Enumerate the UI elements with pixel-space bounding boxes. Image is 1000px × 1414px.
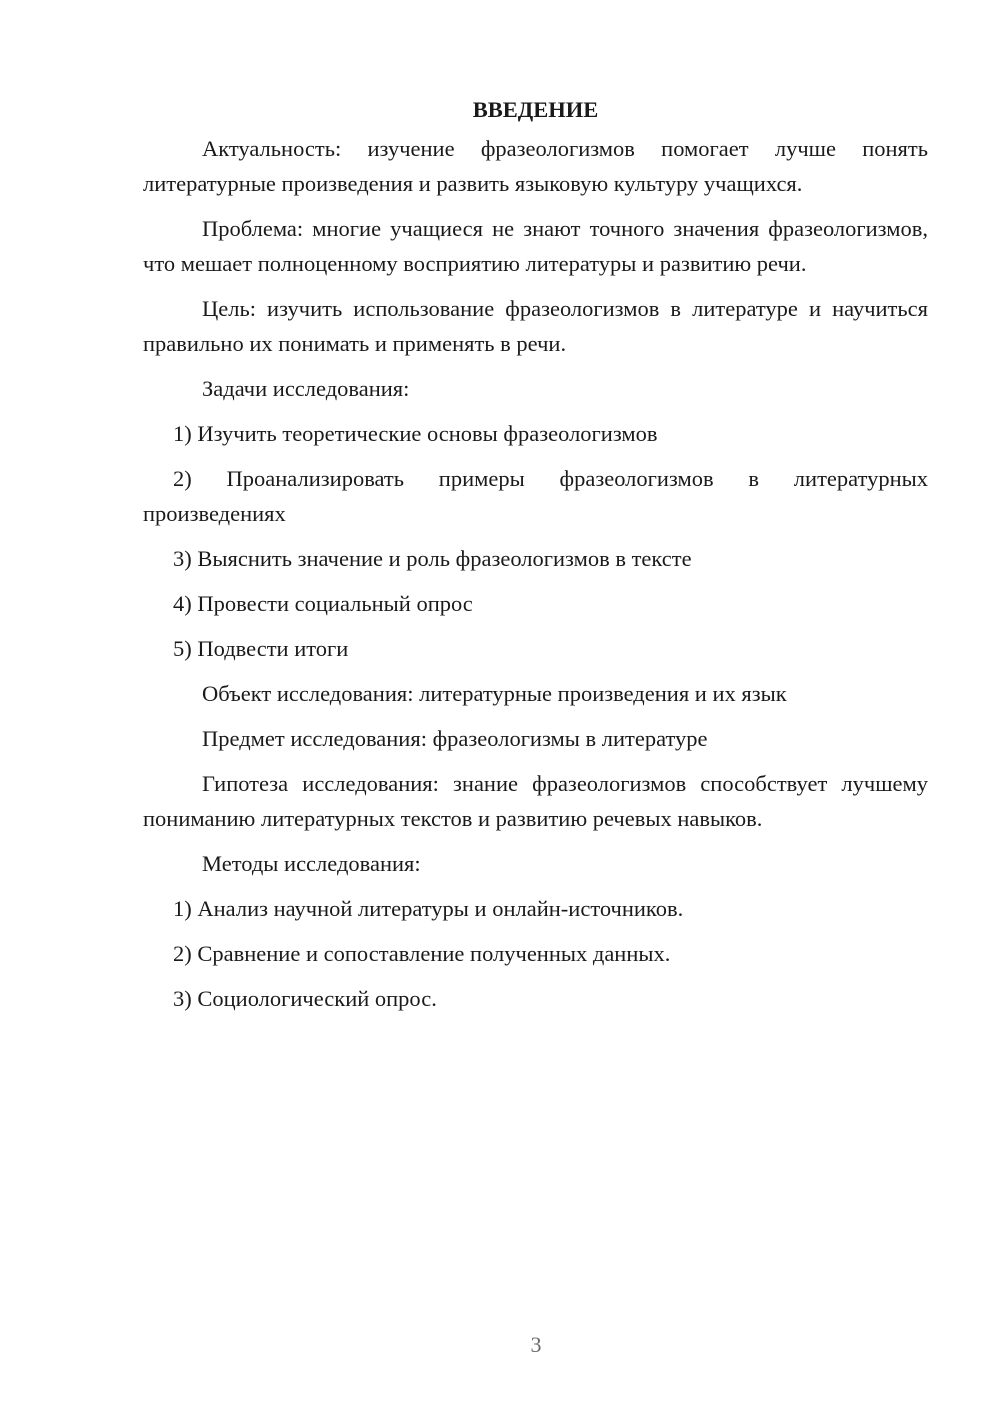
- relevance-paragraph: Актуальность: изучение фразеологизмов помогает лучше понять литературные произведения и развить языковую культуру учащихся.: [143, 136, 928, 196]
- methods-heading: Методы исследования:: [202, 851, 421, 876]
- page-title: ВВЕДЕНИЕ: [472, 97, 599, 122]
- task-item-2: 2) Проанализировать примеры фразеологизмов в литературных произведениях: [143, 466, 928, 526]
- tasks-heading: Задачи исследования:: [202, 376, 410, 401]
- task-item-1: 1) Изучить теоретические основы фразеологизмов: [173, 421, 658, 446]
- object-paragraph: Объект исследования: литературные произведения и их язык: [202, 681, 787, 706]
- goal-paragraph: Цель: изучить использование фразеологизмов в литературе и научиться правильно их понимать и применять в речи.: [143, 296, 928, 356]
- subject-paragraph: Предмет исследования: фразеологизмы в литературе: [202, 726, 708, 751]
- method-item-2: 2) Сравнение и сопоставление полученных данных.: [173, 941, 671, 966]
- document-body: [143, 92, 928, 1026]
- method-item-3: 3) Социологический опрос.: [173, 986, 437, 1011]
- task-item-5: 5) Подвести итоги: [173, 636, 349, 661]
- task-item-3: 3) Выяснить значение и роль фразеологизмов в тексте: [173, 546, 692, 571]
- problem-paragraph: Проблема: многие учащиеся не знают точного значения фразеологизмов, что мешает полноценному восприятию литературы и развитию речи.: [143, 216, 928, 276]
- task-item-4: 4) Провести социальный опрос: [173, 591, 473, 616]
- page-number: 3: [530, 1332, 542, 1357]
- hypothesis-paragraph: Гипотеза исследования: знание фразеологизмов способствует лучшему пониманию литературных текстов и развитию речевых навыков.: [143, 771, 928, 831]
- method-item-1: 1) Анализ научной литературы и онлайн-источников.: [173, 896, 684, 921]
